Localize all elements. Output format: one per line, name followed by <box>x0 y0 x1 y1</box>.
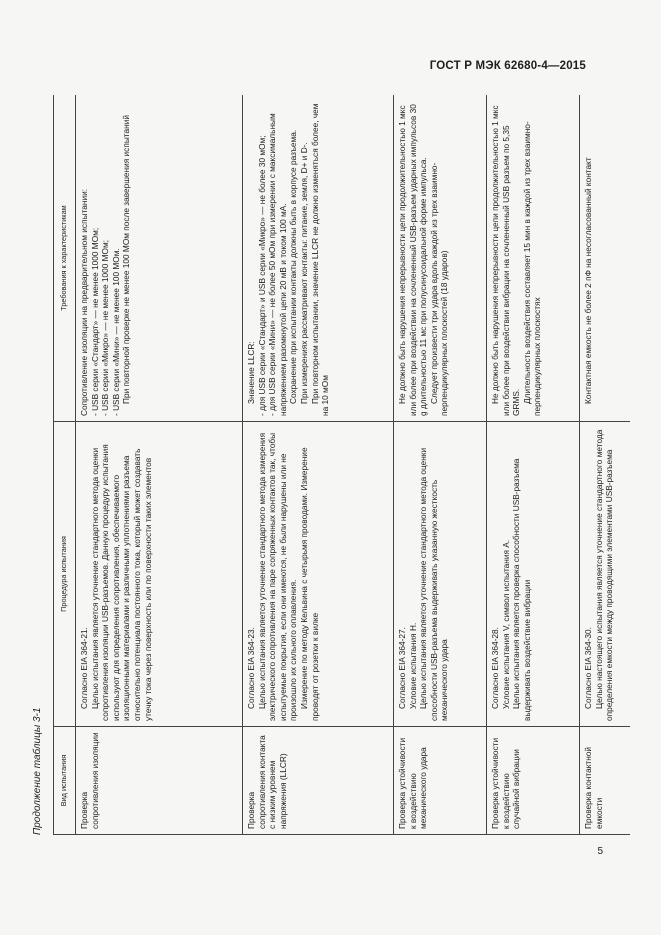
page-number: 5 <box>597 846 603 857</box>
table-row <box>580 95 631 835</box>
requirement-line: Длительность воздействия составляет 15 мин в каждой из трех взаимно-перпендикулярных плоскостях <box>521 121 543 416</box>
requirement-line: - для USB серии «Стандарт» и USB серии «Микро» — не более 30 мОм; <box>256 135 267 416</box>
procedure-line: Условие испытания Н. <box>407 622 418 709</box>
header-procedure: Процедура испытания <box>54 422 76 727</box>
table-row <box>76 95 243 835</box>
requirement-line: Не должно быть нарушения непрерывности цепи продолжительностью 1 мкс или более при воздействии вибрации на сочлененный USB разъем по 5,35 GRMS. <box>490 105 522 416</box>
requirement-line: Следует произвести три удара вдоль каждой из трех взаимно-перпендикулярных плоскостей (18 ударов) <box>428 162 450 416</box>
procedure-line: Измерение по методу Кельвина с четырьмя проводами. Измерение проводят от розетки к вилке <box>298 447 320 721</box>
procedure-line: Согласно EIA 364-27. <box>397 627 407 709</box>
table-rotation-wrapper <box>30 95 630 835</box>
procedure-cell <box>487 422 580 727</box>
test-table <box>53 95 630 835</box>
requirement-line: Не должно быть нарушения непрерывности цепи продолжительностью 1 мкс или более при воздействии на сочлененный USB-разъем ударных импульсов 30 g длительностью 11 мс при полусинусоидальной форме импульса. <box>397 104 429 416</box>
test-type-cell: Проверка устойчивости к воздействию случайной вибрации <box>487 727 580 835</box>
requirements-cell <box>243 95 394 422</box>
header-requirements: Требования к характеристикам <box>54 95 76 422</box>
requirement-line: Сохранение при испытании контакты должны быть в корпусе разъема. <box>288 129 299 404</box>
test-type-cell: Проверка контактной емкости <box>580 727 631 835</box>
test-type-cell: Проверка сопротивления контакта с низким уровнем напряжения (LLCR) <box>243 727 394 835</box>
procedure-line: Условие испытания V, символ испытания А. <box>500 539 511 709</box>
table-row <box>487 95 580 835</box>
table-row <box>394 95 487 835</box>
rotated-table-area <box>30 95 630 835</box>
procedure-line: Согласно EIA 364-30. <box>583 627 593 709</box>
procedure-cell <box>243 422 394 727</box>
requirement-line: Значение LLCR: <box>246 341 256 404</box>
procedure-line: Целью испытания является уточнение стандартного метода оценки сопротивления изоляции USB-разъемов. Данную процедуру испытания используют для определения сопротивления, обеспечиваемого изоляционными материалами и различными уплотнениями разъема относительно потенциала постоянного тока, который может создавать утечку тока через поверхность или по поверхности таких элементов <box>89 444 153 721</box>
document-header: ГОСТ Р МЭК 62680-4—2015 <box>429 60 586 72</box>
requirements-cell <box>76 95 243 422</box>
procedure-cell <box>76 422 243 727</box>
requirement-line: Контактная емкость не более 2 пФ на несогласованный контакт <box>583 157 593 404</box>
requirements-cell <box>394 95 487 422</box>
test-type-cell: Проверка устойчивости к воздействию механического удара <box>394 727 487 835</box>
procedure-cell <box>394 422 487 727</box>
procedure-line: Согласно EIA 364-23. <box>246 627 256 709</box>
requirements-cell <box>580 95 631 422</box>
test-type-cell: Проверка сопротивления изоляции <box>76 727 243 835</box>
requirement-line: - USB серии «Стандарт» — не менее 1000 МОм; <box>89 227 100 416</box>
requirement-line: Сопротивление изоляции на предварительном испытании: <box>79 188 89 416</box>
requirement-line: - для USB серии «Мини» — не более 50 мОм при измерении с максимальным напряжением разомкнутой цепи 20 мВ и током 100 мА. <box>267 113 288 416</box>
requirement-line: При повторном испытании, значение LLCR не должно изменяться более, чем на 10 мОм <box>309 103 331 416</box>
requirement-line: - USB серии «Мини» — не менее 100 МОм. <box>110 248 121 416</box>
procedure-line: Целью испытания является уточнение стандартного метода измерения электрического сопротивления на паре сопряженных контактов так, чтобы испытуемые покрытия, если они имеются, не были нарушены или не произошло их сильного оплавления. <box>256 432 299 721</box>
requirements-cell <box>487 95 580 422</box>
requirement-line: - USB серии «Микро» — не менее 1000 МОм; <box>100 240 111 416</box>
requirement-line: При измерениях рассматривают контакты: питание, земля, D+ и D-. <box>298 142 309 404</box>
table-row <box>243 95 394 835</box>
procedure-line: Целью испытания является уточнение стандартного метода оценки способности USB-разъема выдерживать указанную жесткость механического удара <box>418 447 450 721</box>
table-caption: Продолжение таблицы 3-1 <box>32 707 43 835</box>
header-test-type: Вид испытания <box>54 727 76 835</box>
procedure-line: Целью испытания является проверка способности USB-разъема выдерживать воздействие вибрации <box>511 458 532 721</box>
procedure-cell <box>580 422 631 727</box>
requirement-line: При повторной проверке не менее 100 МОм после завершения испытаний <box>121 115 132 404</box>
table-header-row <box>54 95 76 835</box>
procedure-line: Согласно EIA 364-21. <box>79 627 89 709</box>
procedure-line: Согласно EIA 364-28. <box>490 627 500 709</box>
procedure-line: Целью настоящего испытания является уточнение стандартного метода определения емкости между проводящими элементами USB-разъема <box>593 429 615 721</box>
